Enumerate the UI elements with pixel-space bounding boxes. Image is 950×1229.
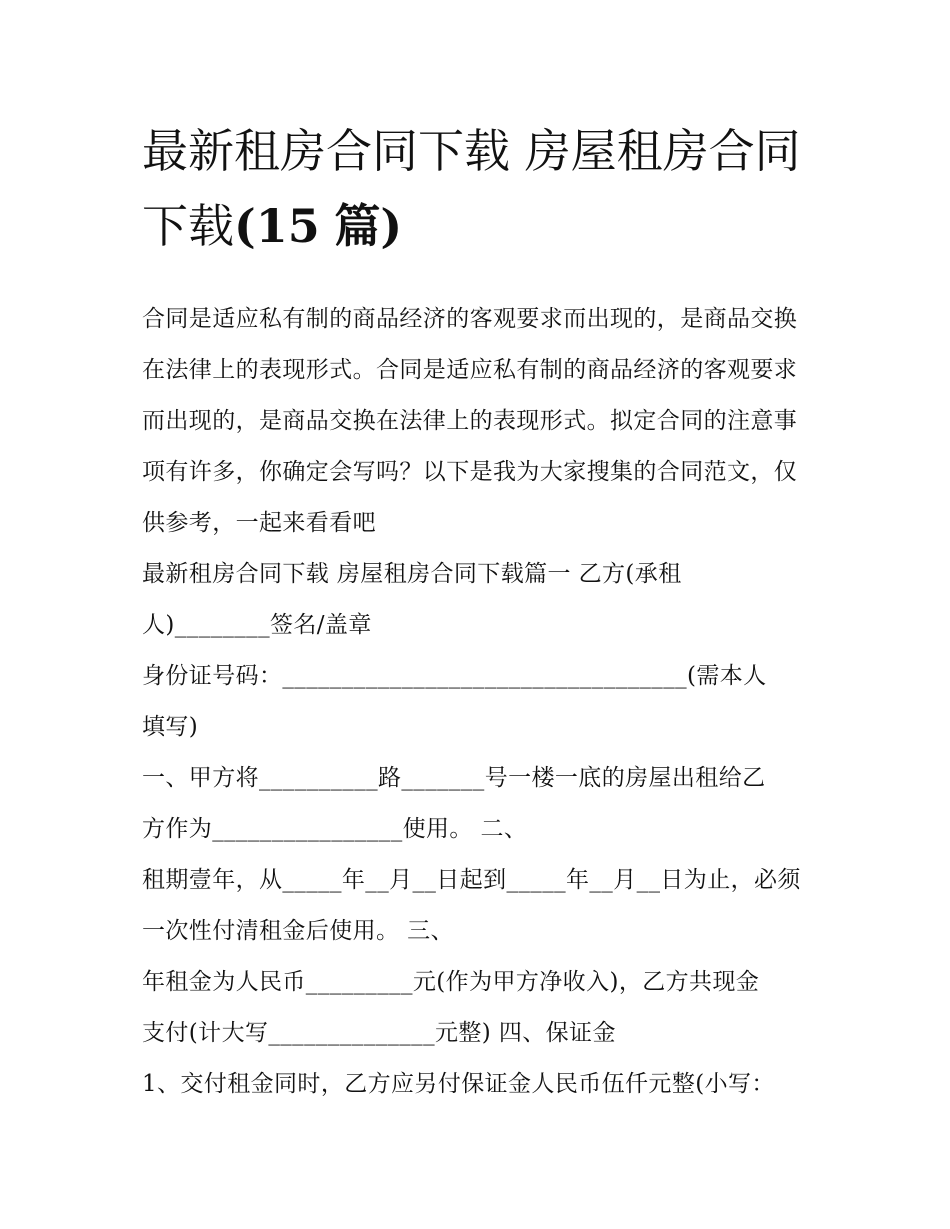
- title-count-end: 篇): [334, 199, 403, 253]
- clause-one-paragraph: 一、甲方将__________路_______号一楼一底的房屋出租给乙 方作为________________使用。 二、: [142, 765, 766, 842]
- document-body: [142, 114, 814, 1110]
- title-count: (15: [234, 199, 320, 253]
- contract-heading-paragraph: 最新租房合同下载 房屋租房合同下载篇一 乙方(承租 人)________签名/盖章: [142, 561, 682, 638]
- intro-paragraph: 合同是适应私有制的商品经济的客观要求而出现的，是商品交换在法律上的表现形式。合同是适应私有制的商品经济的客观要求而出现的，是商品交换在法律上的表现形式。拟定合同的注意事项有许多，你确定会写吗？以下是我为大家搜集的合同范文，仅供参考，一起来看看吧: [142, 306, 798, 536]
- id-number-paragraph: 身份证号码：__________________________________(需本人 填写): [142, 663, 767, 740]
- clause-four-paragraph: 1、交付租金同时，乙方应另付保证金人民币伍仟元整(小写：: [142, 1071, 775, 1097]
- document-title: [142, 114, 814, 264]
- title-main: 最新租房合同下载 房屋租房合同下载: [142, 124, 801, 253]
- clause-three-paragraph: 年租金为人民币_________元(作为甲方净收入)，乙方共现金 支付(计大写______________元整) 四、保证金: [142, 969, 760, 1046]
- clause-two-paragraph: 租期壹年，从_____年__月__日起到_____年__月__日为止，必须一次性付清租金后使用。 三、: [142, 867, 801, 944]
